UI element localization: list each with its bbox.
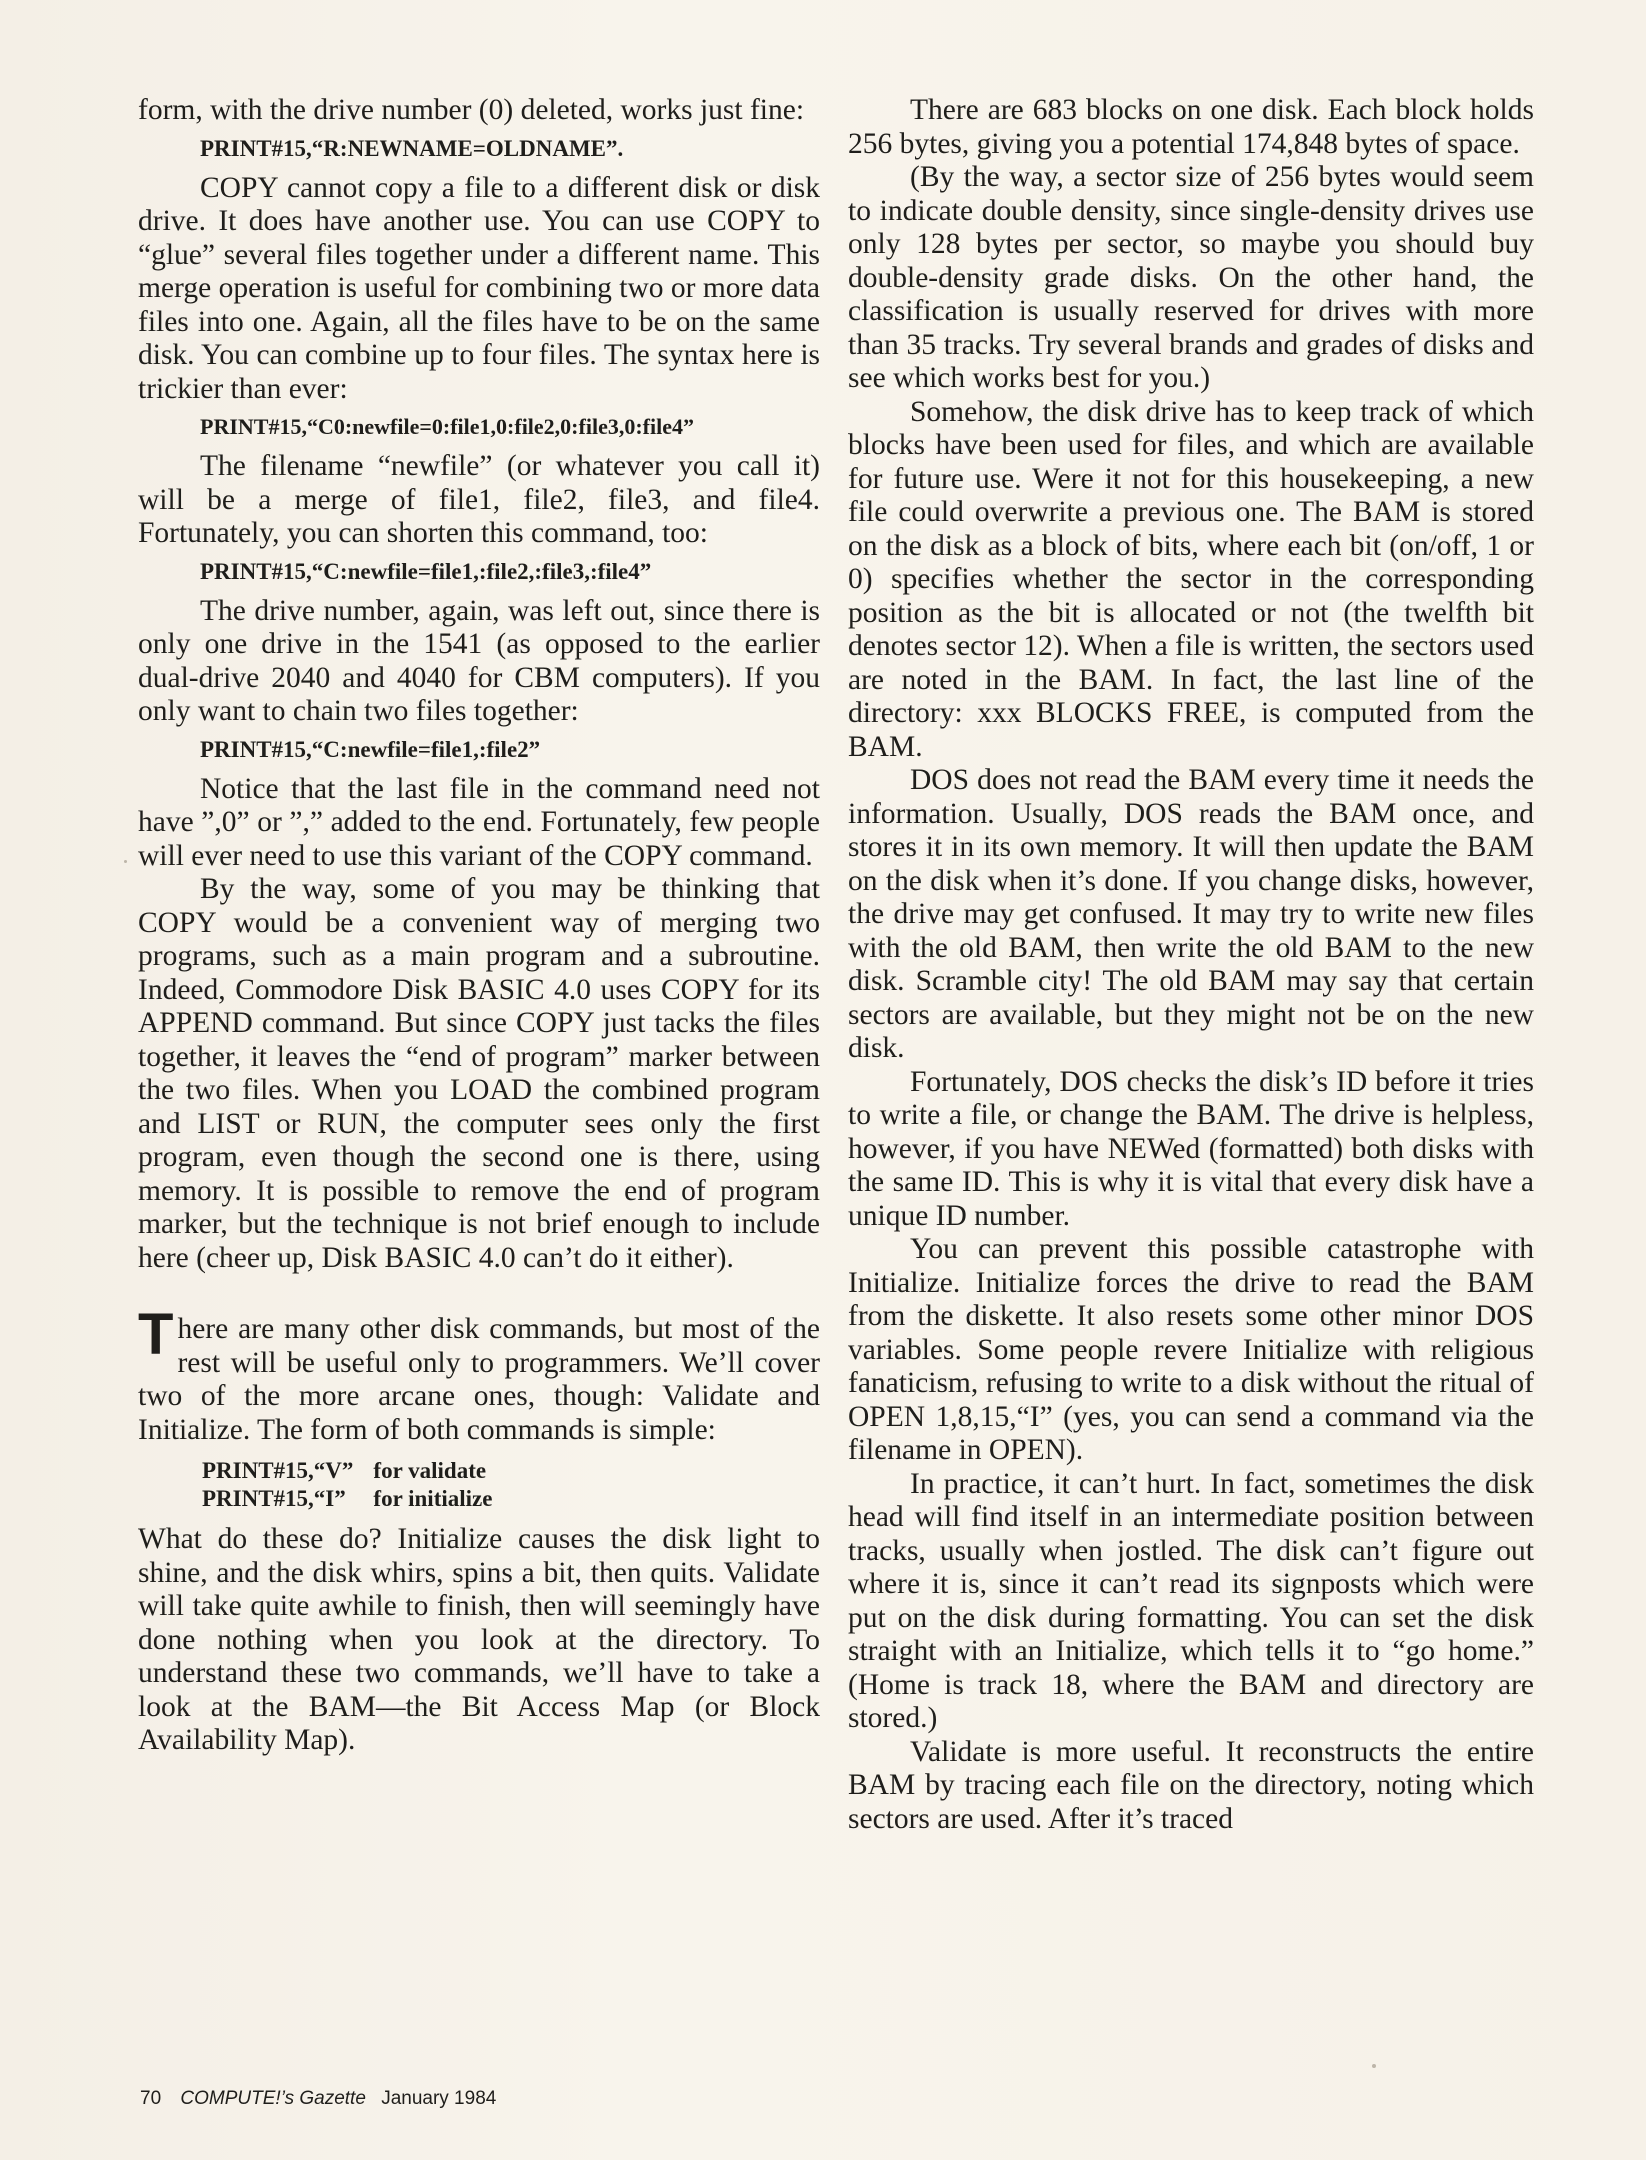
left-column bbox=[138, 94, 820, 1758]
description-cell: for initialize bbox=[373, 1486, 493, 1511]
paragraph: Validate is more useful. It reconstructs the entire BAM by tracing each file on the directory, noting which sectors are used. After it’s traced bbox=[848, 1735, 1534, 1835]
paragraph: DOS does not read the BAM every time it needs the information. Usually, DOS reads the BAM once, and stores it in its own memory. It will then update the BAM on the disk when it’s done. If you change disks, however, the drive may get confused. It may try to write new files with the old BAM, then write the old BAM to the new disk. Scramble city! The old BAM may say that certain sectors are available, but they might not be on the new disk. bbox=[848, 764, 1534, 1064]
right-column bbox=[848, 94, 1534, 1836]
table-row bbox=[202, 1485, 512, 1513]
paragraph: form, with the drive number (0) deleted, works just fine: bbox=[138, 94, 805, 126]
code-line: PRINT#15,“C:newfile=file1,:file2” bbox=[200, 736, 541, 762]
paragraph: In practice, it can’t hurt. In fact, sometimes the disk head will find itself in an intermediate position between tracks, usually when jostled. The disk can’t figure out where it is, since it can’t read its signposts which were put on the disk during formatting. You can set the disk straight with an Initialize, which tells it to “go home.” (Home is track 18, where the BAM and directory are stored.) bbox=[848, 1467, 1534, 1734]
code-line: PRINT#15,“R:NEWNAME=OLDNAME”. bbox=[200, 135, 624, 161]
paragraph: Fortunately, DOS checks the disk’s ID before it tries to write a file, or change the BAM. The drive is helpless, however, if you have NEWed (formatted) both disks with the same ID. This is why it is vital that every disk have a unique ID number. bbox=[848, 1065, 1534, 1232]
section-break bbox=[138, 1275, 820, 1313]
paragraph-text: here are many other disk commands, but most of the rest will be useful only to programmers. We’ll cover two of the more arcane ones, though: Validate and Initialize. The form of both commands is simple: bbox=[138, 1313, 820, 1446]
drop-cap: T bbox=[138, 1302, 174, 1367]
paragraph: Notice that the last file in the command need not have ”,0” or ”,” added to the end. Fortunately, few people will ever need to use this variant of the COPY command. bbox=[138, 772, 820, 872]
paragraph: There are 683 blocks on one disk. Each block holds 256 bytes, giving you a potential 174,848 bytes of space. bbox=[848, 94, 1534, 160]
paragraph: What do these do? Initialize causes the disk light to shine, and the disk whirs, spins a bit, then quits. Validate will take quite awhile to finish, then will seemingly have done nothing when you look at the directory. To understand these two commands, we’ll have to take a look at the BAM—the Bit Access Map (or Block Availability Map). bbox=[138, 1523, 820, 1756]
paragraph: The drive number, again, was left out, since there is only one drive in the 1541 (as opposed to the earlier dual-drive 2040 and 4040 for CBM computers). If you only want to chain two files together: bbox=[138, 594, 820, 727]
command-cell: PRINT#15,“V” bbox=[202, 1458, 354, 1483]
paragraph: COPY cannot copy a file to a different disk or disk drive. It does have another use. You can use COPY to “glue” several files together under a different name. This merge operation is useful for combining two or more data files into one. Again, all the files have to be on the same disk. You can combine up to four files. The syntax here is trickier than ever: bbox=[138, 171, 820, 405]
table-row bbox=[202, 1457, 512, 1485]
publication-name: COMPUTE!’s Gazette bbox=[180, 2088, 366, 2109]
code-line: PRINT#15,“C0:newfile=0:file1,0:file2,0:file3,0:file4” bbox=[200, 414, 694, 439]
paper-speck bbox=[124, 860, 127, 863]
issue-date: January 1984 bbox=[381, 2088, 497, 2109]
paragraph: Somehow, the disk drive has to keep track of which blocks have been used for files, and which are available for future use. Were it not for this housekeeping, a new file could overwrite a previous one. The BAM is stored on the disk as a block of bits, where each bit (on/off, 1 or 0) specifies whether the sector in the corresponding position as the bit is allocated or not (the twelfth bit denotes sector 12). When a file is written, the sectors used are noted in the BAM. In fact, the last line of the directory: xxx BLOCKS FREE, is computed from the BAM. bbox=[848, 395, 1534, 763]
description-cell: for validate bbox=[373, 1458, 487, 1483]
paragraph: You can prevent this possible catastrophe with Initialize. Initialize forces the drive to read the BAM from the diskette. It also resets some other minor DOS variables. Some people revere Initialize with religious fanaticism, refusing to write to a disk without the ritual of OPEN 1,8,15,“I” (yes, you can send a command via the filename in OPEN). bbox=[848, 1233, 1534, 1466]
command-cell: PRINT#15,“I” bbox=[202, 1486, 346, 1511]
paragraph: By the way, some of you may be thinking that COPY would be a convenient way of merging two programs, such as a main program and a subroutine. Indeed, Commodore Disk BASIC 4.0 uses COPY for its APPEND command. But since COPY just tacks the files together, it leaves the “end of program” marker between the two files. When you LOAD the combined program and LIST or RUN, the computer sees only the first program, even though the second one is there, using memory. It is possible to remove the end of program marker, but the technique is not brief enough to include here (cheer up, Disk BASIC 4.0 can’t do it either). bbox=[138, 873, 820, 1274]
page-number: 70 bbox=[140, 2088, 162, 2109]
section-opening-paragraph bbox=[138, 1302, 820, 1447]
paragraph: The filename “newfile” (or whatever you call it) will be a merge of file1, file2, file3, and file4. Fortunately, you can shorten this command, too: bbox=[138, 450, 820, 549]
paper-speck bbox=[1372, 2064, 1376, 2068]
code-line: PRINT#15,“C:newfile=file1,:file2,:file3,:file4” bbox=[200, 558, 652, 584]
command-table bbox=[202, 1457, 512, 1513]
page-footer bbox=[140, 2088, 496, 2110]
paragraph: (By the way, a sector size of 256 bytes would seem to indicate double density, since single-density drives use only 128 bytes per sector, so maybe you should buy double-density grade disks. On the other hand, the classification is usually reserved for drives with more than 35 tracks. Try several brands and grades of disks and see which works best for you.) bbox=[848, 161, 1534, 394]
